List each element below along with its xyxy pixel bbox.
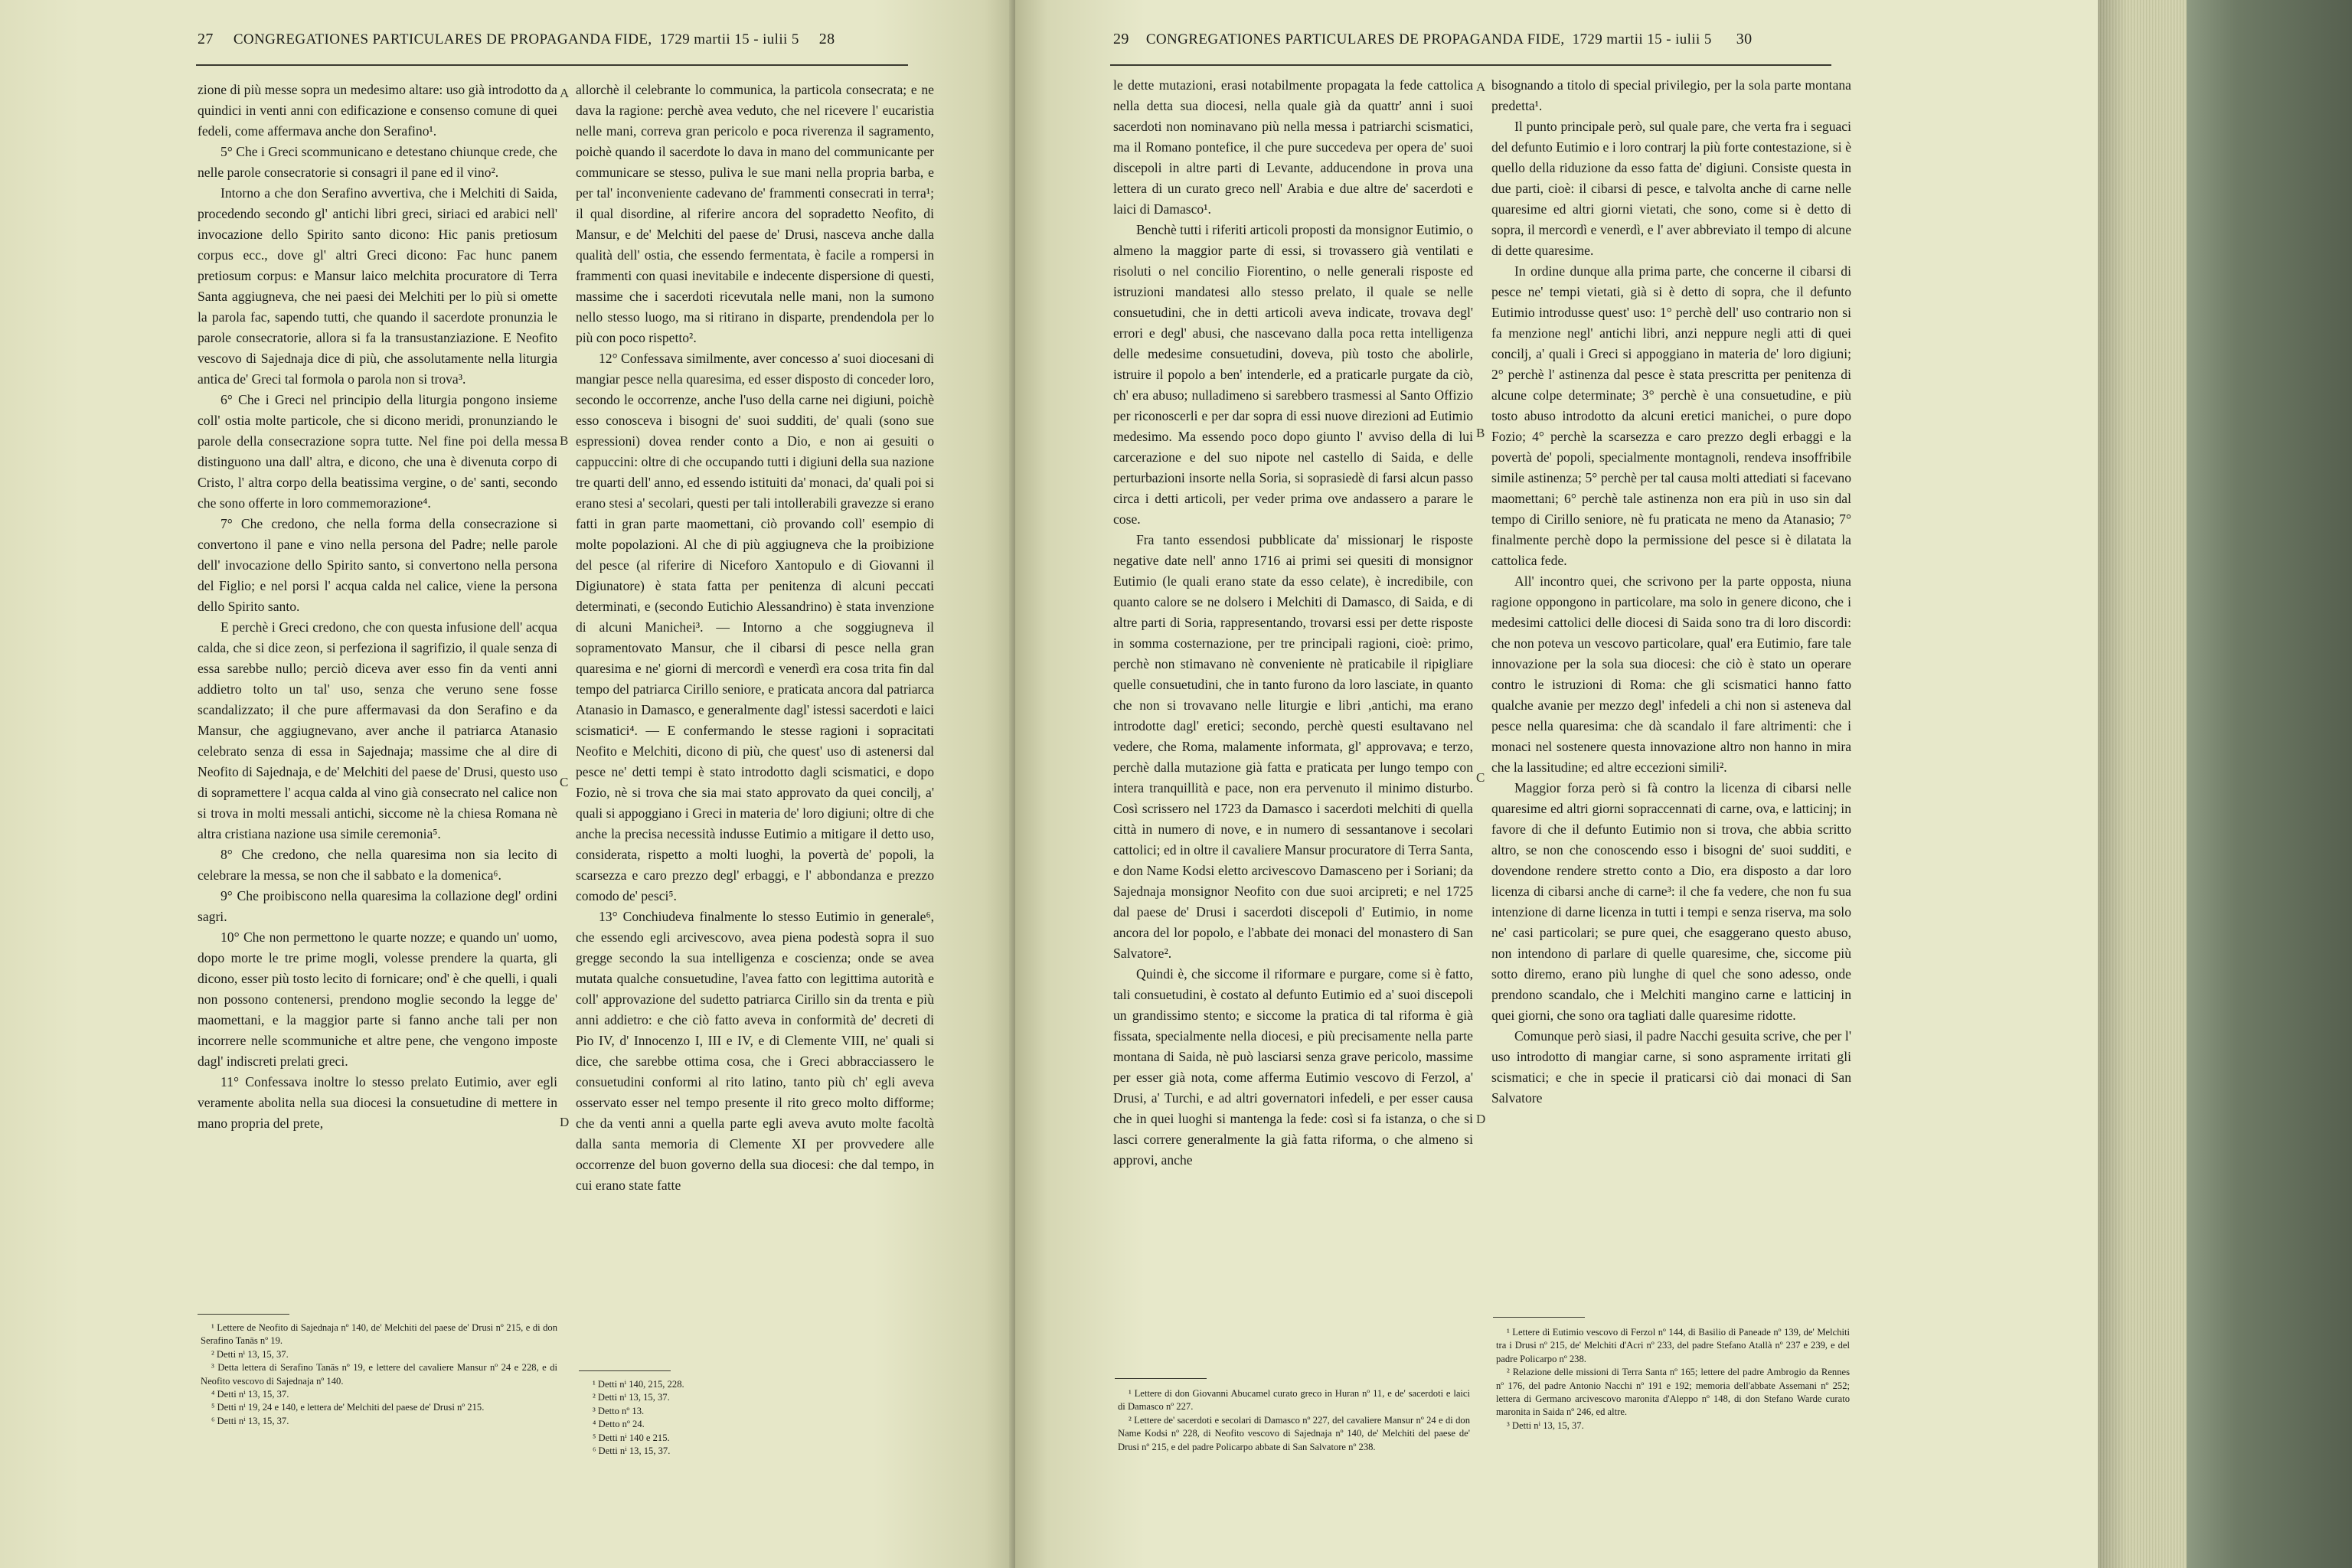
footnote: ¹ Lettere di don Giovanni Abucamel curato greco in Huran nº 11, e de' sacerdoti e laici di Damasco nº 227.: [1118, 1388, 1470, 1413]
margin-letter: D: [1476, 1112, 1486, 1126]
footnote: ³ Detta lettera di Serafino Tanās nº 19, e lettere del cavaliere Mansur nº 24 e 228, e di Neofito vescovo di Sajednaja nº 140.: [201, 1362, 557, 1387]
running-head-left: [198, 31, 933, 58]
footnote: ³ Detti nⁱ 13, 15, 37.: [1507, 1419, 1584, 1431]
running-title: CONGREGATIONES PARTICULARES DE PROPAGANDA FIDE,: [1145, 31, 1565, 47]
text-column-left: [198, 80, 557, 1134]
paragraph: Fra tanto essendosi pubblicate da' missionarj le risposte negative date nell' anno 1716 ai primi sei quesiti di monsignor Eutimio (le quali erano state da esso celate), è incredibile, con quanto calore se ne dolsero i Melchiti di Damasco, di Saida, e di altre parti di Soria, rappresentando, trovarsi essi per dette risposte in somma costernazione, per tre principali ragioni, cioè: primo, perchè non stimavano nè conveniente nè praticabile il ripigliare quelle consuetudini, che in tanto furono da loro lasciate, in quanto che non si trovavano nelle liturgie e libri ,antichi, ma erano introdotte dagl' eretici; secondo, perchè questi esultavano nel vedere, che Roma, malamente informata, gl' approvava; e terzo, perchè dalla mutazione già fatta e praticata per lungo tempo con intera tranquillità e pace, non era pervenuto il minimo disturbo. Così scrissero nel 1723 da Damasco i sacerdoti melchiti di quella città in numero di nove, e in numero di sessantanove i secolari cattolici; ed in oltre il cavaliere Mansur procuratore di Terra Santa, e don Name Kodsi eletto arcivescovo Damasceno per i Soriani; da Sajednaja monsignor Neofito con due suoi arcipreti; e nel 1725 dal paese de' Drusi i sacerdoti discepoli d' Eutimio, in nome ancora del lor popolo, e l'abbate dei monaci del monastero di San Salvatore².: [1113, 532, 1473, 961]
margin-letter: B: [560, 433, 569, 448]
paragraph: 6° Che i Greci nel principio della liturgia pongono insieme coll' ostia molte particole, che si dicono meridi, pronunziando le parole della consecrazione sopra tutte. Nel fine poi della messa distinguono una dall' altra, e dicono, che una è divenuta corpo di Cristo, l' altra corpo della beatissima vergine, o de' santi, secondo che sono offerte in loro commemorazione⁴.: [198, 392, 557, 511]
paragraph: 8° Che credono, che nella quaresima non sia lecito di celebrare la messa, se non che il sabbato e la domenica⁶.: [198, 847, 557, 883]
paragraph: bisognando a titolo di special privilegio, per la sola parte montana predetta¹.: [1491, 77, 1851, 113]
paragraph: Intorno a che don Serafino avvertiva, che i Melchiti di Saida, procedendo secondo gl' antichi libri greci, siriaci ed arabici nell' invocazione dello Spirito santo dicono: Hic panis pretiosum corpus ecc., dove gl' altri Greci dicono: Fac hunc panem pretiosum corpus: e Mansur laico melchita procuratore di Terra Santa aggiugneva, che nei paesi dei Melchiti per lo più si omette la parola fac, sapendo tutti, che quando il sacerdote pronunzia le parole consecratorie, allora si fa la transustanziazione. E Neofito vescovo di Sajednaja dice di più, che assolutamente nella liturgia antica de' Greci tal formola o parola non si trova³.: [198, 185, 557, 387]
footnote-rule: [1493, 1317, 1585, 1318]
paragraph: 5° Che i Greci scommunicano e detestano chiunque crede, che nelle parole consecratorie si consagri il pane ed il vino².: [198, 144, 557, 180]
footnote: ⁶ Detti nⁱ 13, 15, 37.: [593, 1446, 671, 1457]
header-rule: [196, 64, 908, 66]
footnotes-left: [1118, 1387, 1470, 1454]
footnote: ¹ Lettere di Eutimio vescovo di Ferzol nº 144, di Basilio di Paneade nº 139, de' Melchiti tra i Drusi nº 215, de' Melchiti d'Acri nº 233, del padre Stefano Atallà nº 237 e 239, e del padre Policarpo nº 238.: [1496, 1327, 1850, 1364]
footnote: ⁴ Detto nº 24.: [593, 1419, 645, 1430]
margin-letter: C: [560, 775, 569, 789]
footnotes-right: [582, 1378, 919, 1458]
footnotes-right: [1496, 1326, 1850, 1432]
paragraph: In ordine dunque alla prima parte, che concerne il cibarsi di pesce ne' tempi vietati, già si è detto di sopra, che il defunto Eutimio introdusse quest' uso: 1° perchè dell' uso contrario non si fa menzione negl' antichi libri, anzi neppure negli atti di quei concilj, a' quali i Greci si appoggiano in materia de' loro digiuni; 2° perchè l' astinenza dal pesce è stata prescritta per penitenza di alcune colpe determinate; 3° perchè è una consuetudine, e più tosto abuso introdotto da alcuni eretici manichei, o pure dopo Fozio; 4° perchè la scarsezza e caro prezzo degli erbaggi e la povertà de' popoli, specialmente montagnoli, rendeva insoffribile simile astinenza; 5° perchè per tal causa molti attediati si facevano maomettani; 6° perchè tale astinenza non era più in uso sin dal tempo di Cirillo seniore, nè fu praticata ne meno da Atanasio; 7° finalmente perchè dopo la permissione del pesce si è dilatata la cattolica fede.: [1491, 263, 1851, 568]
footnote: ² Relazione delle missioni di Terra Santa nº 165; lettere del padre Ambrogio da Rennes nº 176, del padre Antonio Nacchi nº 191 e 192; memoria dell'abbate Assemani nº 252; lettera di Germano arcivescovo maronita d'Aleppo nº 148, di don Stefano Warde curato maronita in Saida nº 246, ed altre.: [1496, 1367, 1850, 1418]
footnote: ¹ Detti nⁱ 140, 215, 228.: [593, 1379, 684, 1390]
running-date: 1729 martii 15 - iulii 5: [659, 31, 799, 47]
paragraph: 10° Che non permettono le quarte nozze; e quando un' uomo, dopo morte le tre prime mogli, volesse prendere la quarta, gli dicono, esser più tosto lecito di fornicare; ond' è che quelli, i quali non possono contenersi, prendono moglie secondo la legge de' maomettani, e la maggior parte si fanno anche tali per non incorrere nelle scommuniche et altre pene, che vengono imposte dagl' indiscreti prelati greci.: [198, 929, 557, 1069]
text-column-right: [1491, 75, 1851, 1109]
paragraph: 12° Confessava similmente, aver concesso a' suoi diocesani di mangiar pesce nella quaresima, ed esser disposto di conceder loro, secondo le occorrenze, anche l'uso della carne nei digiuni, poichè esso conosceva i bisogni de' suoi sudditi, de' quali (sono sue espressioni) dovea render conto a Dio, e non ai gesuiti o cappuccini: oltre di che occupando tutti i digiuni della sua nazione tre quarti dell' anno, ed essendo istituiti da' monaci, da' quali poi si erano stesi a' secolari, questi per tali intollerabili gravezze si erano fatti in gran parte maomettani, ciò provando coll' esempio di molte popolazioni. Al che di più aggiugneva che la proibizione del pesce (al riferire di Niceforo Xantopulo e di Giovanni il Digiunatore) è stata fatta per penitenza di alcuni peccati determinati, e (secondo Eutichio Alessandrino) è stata invenzione di alcuni Manichei³. — Intorno a che soggiugneva il sopramentovato Mansur, che il cibarsi di pesce nella gran quaresima e ne' giorni di mercordì e venerdì era cosa trita fin dal tempo del patriarca Cirillo seniore, e praticata ancora dal patriarca Atanasio in Damasco, e generalmente dagl' istessi sacerdoti e laici scismatici⁴. — E confermando le stesse ragioni i sopracitati Neofito e Melchiti, dicono di più, che quest' uso di astenersi dal pesce ne' detti tempi è stato introdotto dagli scismatici, e dopo Fozio, nè si trova che sia mai stato approvato da quei concilj, a' quali si appoggiano i Greci in materia de' loro digiuni; oltre di che anche la precisa necessità indusse Eutimio a mitigare il detto uso, considerata, rispetto a molti luoghi, la povertà de' popoli, la scarsezza e caro prezzo degl' erbaggi, e l' abbondanza e prezzo comodo de' pesci⁵.: [576, 351, 934, 903]
edge-shadow: [2098, 0, 2128, 1568]
footnote: ⁵ Detti nⁱ 140 e 215.: [593, 1432, 670, 1443]
paragraph: Comunque però siasi, il padre Nacchi gesuita scrive, che per l' uso introdotto di mangiar carne, si sono aspramente irritati gli scismatici; e che in specie il praticarsi ciò dai monaci di San Salvatore: [1491, 1028, 1851, 1106]
margin-letter: C: [1476, 770, 1485, 785]
paragraph: 7° Che credono, che nella forma della consecrazione si convertono il pane e vino nella persona del Padre; nelle parole dell' invocazione dello Spirito santo, si convertono nella persona del Figlio; e nel porsi l' acqua calda nel calice, viene la persona dello Spirito santo.: [198, 516, 557, 614]
footnote: ¹ Lettere de Neofito di Sajednaja nº 140, de' Melchiti del paese de' Drusi nº 215, e di don Serafino Tanās nº 19.: [201, 1322, 557, 1347]
footnote: ³ Detto nº 13.: [593, 1405, 645, 1416]
text-column-left: [1113, 75, 1473, 1171]
book-cover: [2187, 0, 2352, 1568]
left-page: [0, 0, 1015, 1568]
footnote: ⁶ Detti nⁱ 13, 15, 37.: [211, 1415, 289, 1426]
paragraph: 11° Confessava inoltre lo stesso prelato Eutimio, aver egli veramente abolita nella sua diocesi la consuetudine di mettere in mano propria del prete,: [198, 1074, 557, 1131]
margin-letter: A: [1476, 80, 1486, 94]
paragraph: E perchè i Greci credono, che con questa infusione dell' acqua calda, che si dice zeon, si perfeziona il sagrifizio, il quale senza di essa sarebbe nullo; perciò diceva aver esso fin da venti anni addietro tolto un tal' uso, senza che veruno sene fosse scandalizzato; il che pure affermavasi da don Serafino e da Mansur, che aggiugnevano, aver anche il patriarca Atanasio celebrato senza di essa in Sajednaja; massime che al dire di Neofito di Sajednaja, e de' Melchiti del paese de' Drusi, questo uso di sopramettere l' acqua calda al vino già consecrato nel calice non si trova in molti messali antichi, siccome nè la chiesa Romana nè altra cristiana nazione usa simile ceremonia⁵.: [198, 619, 558, 841]
footnote: ⁵ Detti nⁱ 19, 24 e 140, e lettera de' Melchiti del paese de' Drusi nº 215.: [211, 1402, 485, 1413]
page-number: 27: [198, 31, 214, 47]
page-number: 30: [1736, 31, 1753, 47]
running-title: CONGREGATIONES PARTICULARES DE PROPAGANDA FIDE,: [233, 31, 652, 47]
margin-letter: D: [560, 1115, 570, 1129]
header-rule: [1110, 64, 1831, 66]
page-number: 29: [1113, 31, 1129, 47]
footnote-rule: [198, 1314, 289, 1315]
page-number: 28: [818, 31, 835, 47]
paragraph: Il punto principale però, sul quale pare, che verta fra i seguaci del defunto Eutimio e i loro contrarj la più forte contestazione, si è quello della riduzione da esso fatta de' digiuni. Consiste questa in due parti, cioè: il cibarsi di pesce, e talvolta anche di carne nelle quaresime ed altri giorni vietati, che sono, come si è detto di sopra, il mercordì e venerdì, e l' aver abbreviato il tempo di alcune di dette quaresime.: [1491, 119, 1851, 258]
paragraph: 13° Conchiudeva finalmente lo stesso Eutimio in generale⁶, che essendo egli arcivescovo, avea piena podestà sopra il suo gregge secondo la sua intelligenza e coscienza; onde se avea mutata qualche consuetudine, l'avea fatto con legittima autorità e coll' approvazione del sudetto patriarca Cirillo sin da trenta e più anni addietro: e che ciò fatto aveva in conformità de' decreti di Pio IV, d' Innocenzo I, III e IV, e di Clemente VIII, ne' quali si dice, che sarebbe ottima cosa, che i Greci abbracciassero le consuetudini conformi al rito latino, tanto più ch' egli aveva osservato esser nel tempo presente il rito greco molto difforme; che da venti anni a quella parte egli aveva avuto molte facoltà dalla santa memoria di Clemente XI per provvedere alle occorrenze del buon governo della sua diocesi: che dal tempo, in cui erano state fatte: [576, 909, 934, 1193]
paragraph: Maggior forza però si fà contro la licenza di cibarsi nelle quaresime ed altri giorni sopraccennati di carne, ova, e latticinj; in favore di che il defunto Eutimio non si trova, che abbia scritto altro, se non che conoscendo esso i bisogni de' suoi sudditi, e dovendone rendere stretto conto a Dio, era disposto a dar loro licenza di cibarsi anche di carne³: il che fa vedere, che non fu sua intenzione di darne licenza in tutti i tempi e senza riserva, ma solo ne' casi particolari; se pure quei, che esaggerano questo abuso, non intendono di parlare di quelle quaresime, che, siccome più sotto diremo, erano più lunghe di quel che sono adesso, onde prendono scandalo, che i Melchiti mangino carne e latticinj in quei giorni, che sono ora tagliati dalle quaresime ridotte.: [1491, 780, 1851, 1023]
paragraph: allorchè il celebrante lo communica, la particola consecrata; e ne dava la ragione: perchè avea veduto, che nel ricevere l' eucaristia nelle mani, correva gran pericolo e poca riverenza il sagramento, poichè quando il sacerdote lo dava in mano del communicante per communicare se stesso, puliva le sue mani nella propria barba, e per tal' inconveniente cadevano de' frammenti consecrati in terra¹; il qual disordine, al riferire ancora del sopradetto Neofito, di Mansur, e de' Melchiti del paese de' Drusi, nasceva anche dalla qualità dell' ostia, che essendo fermentata, è facile a rompersi in frammenti con quasi inevitabile e indecente dispersione di questi, massime che i sacerdoti ricevutala nelle mani, non la sumono nello stesso luogo, ma si ritirano in disparte, prendendola per lo più con poco rispetto².: [576, 82, 934, 345]
margin-letter: A: [560, 86, 570, 100]
paragraph: All' incontro quei, che scrivono per la parte opposta, niuna ragione oppongono in particolare, ma solo in genere dicono, che i medesimi cattolici delle diocesi di Saida sono tra di loro discordi: che non poteva un vescovo particolare, qual' era Eutimio, fare tale innovazione per la sola sua diocesi: che ciò è stato un operare contro le istruzioni di Roma: che gli scismatici hanno fatto qualche avanie per mezzo degl' infedeli a chi non si asteneva dal pesce nella quaresima: che dà scandalo il fare altrimenti: che i monaci nel sostenere questa innovazione altro non hanno in mira che la lassitudine; ed altre eccezioni simili².: [1491, 573, 1851, 775]
paragraph: le dette mutazioni, erasi notabilmente propagata la fede cattolica nella detta sua diocesi, nella quale già da quattr' anni i suoi sacerdoti non nominavano più nella messa i patriarchi scismatici, ma il Romano pontefice, il che pure succedeva per opera de' suoi discepoli in altre parti di Levante, adducendone in prova una lettera di un curato greco nell' Arabia e due altre de' sacerdoti e laici di Damasco¹.: [1113, 77, 1473, 217]
paragraph: Quindi è, che siccome il riformare e purgare, come si è fatto, tali consuetudini, è costato al defunto Eutimio ed a' suoi discepoli un grandissimo stento; e siccome la pratica di tal riforma è già fissata, specialmente nella diocesi, e più precisamente nella parte montana di Saida, nè può lasciarsi senza grave pericolo, massime per esser già nota, come afferma Eutimio vescovo di Ferzol, a' Drusi, a' Turchi, e ad altri governatori infedeli, e per esser causa che in quei luoghi si mantenga la fede: così si fa istanza, o che si lasci correre generalmente la già fatta riforma, o che almeno si approvi, anche: [1113, 966, 1473, 1168]
margin-letter: B: [1476, 426, 1485, 440]
footnote-rule: [1115, 1378, 1207, 1379]
paragraph: 9° Che proibiscono nella quaresima la collazione degl' ordini sagri.: [198, 888, 557, 924]
running-date: 1729 martii 15 - iulii 5: [1572, 31, 1712, 47]
right-page: [1015, 0, 2098, 1568]
footnote: ² Detti nⁱ 13, 15, 37.: [593, 1392, 670, 1403]
footnote: ⁴ Detti nⁱ 13, 15, 37.: [211, 1389, 289, 1400]
footnote-rule: [579, 1370, 671, 1371]
footnote: ² Lettere de' sacerdoti e secolari di Damasco nº 227, del cavaliere Mansur nº 24 e di don Name Kodsi nº 228, di Neofito vescovo di Sajednaja nº 140, de' Melchiti del paese de' Drusi nº 215, e del padre Policarpo abbate di San Salvatore nº 238.: [1118, 1414, 1470, 1452]
paragraph: zione di più messe sopra un medesimo altare: uso già introdotto da quindici in venti anni con edificazione e consenso comune di quei fedeli, come affermava anche don Serafino¹.: [198, 82, 557, 139]
running-head-right: [1113, 31, 1879, 58]
text-column-right: [576, 80, 934, 1196]
paragraph: Benchè tutti i riferiti articoli proposti da monsignor Eutimio, o almeno la maggior parte di essi, si trovassero già ventilati e risoluti o nel concilio Fiorentino, o nelle generali risposte ed istruzioni mandatesi allo stesso prelato, il quale se nelle consuetudini, che in detti articoli aveva indicate, trovava degl' errori e degl' abusi, che nascevano dalla poca retta intelligenza delle medesime consuetudini, doveva, più tosto che abolirle, istruire il popolo a ben' intenderle, ed a praticarle purgate da ciò, ch' era abuso; nulladimeno si sarebbero trasmessi al Santo Offizio per riconoscerli e per dar sopra di essi nuove direzioni ad Eutimio medesimo. Ma essendo poco dopo giunto l' avviso della di lui carcerazione e del suo nipote nel castello di Saida, e delle perturbazioni insorte nella Soria, si soprasiedè di farsi alcun passo circa i detti articoli, per veder prima ove andassero a parare le cose.: [1113, 222, 1473, 527]
footnotes-left: [201, 1321, 557, 1428]
footnote: ² Detti nⁱ 13, 15, 37.: [211, 1348, 289, 1360]
